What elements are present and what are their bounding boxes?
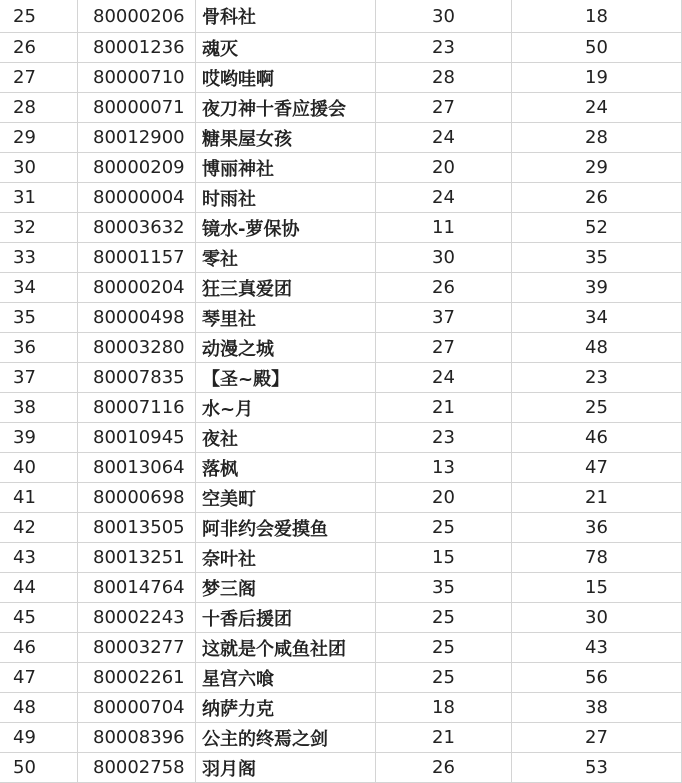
value-b-cell[interactable]: 43 [512,633,682,662]
value-a-cell[interactable]: 11 [376,213,512,242]
club-name-cell[interactable]: 夜刀神十香应援会 [196,93,376,122]
table-row [0,543,682,573]
value-a-cell[interactable]: 27 [376,333,512,362]
rank-cell[interactable]: 30 [0,153,78,182]
id-cell[interactable]: 80003280 [78,333,196,362]
value-b-cell[interactable]: 30 [512,603,682,632]
value-a-cell[interactable]: 24 [376,123,512,152]
value-b-cell[interactable]: 28 [512,123,682,152]
club-name-cell[interactable]: 阿非约会爱摸鱼 [196,513,376,542]
value-a-cell[interactable]: 25 [376,633,512,662]
id-cell[interactable]: 80001236 [78,33,196,62]
rank-cell[interactable]: 28 [0,93,78,122]
rank-cell[interactable]: 42 [0,513,78,542]
club-name-cell[interactable]: 镜水-萝保协 [196,213,376,242]
id-cell[interactable]: 80012900 [78,123,196,152]
rank-cell[interactable]: 27 [0,63,78,92]
club-name-cell[interactable]: 【圣~殿】 [196,363,376,392]
id-cell[interactable]: 80000498 [78,303,196,332]
value-a-cell[interactable]: 20 [376,483,512,512]
rank-cell[interactable]: 34 [0,273,78,302]
rank-cell[interactable]: 39 [0,423,78,452]
value-b-cell[interactable]: 18 [512,0,682,32]
club-name-cell[interactable]: 博丽神社 [196,153,376,182]
value-a-cell[interactable]: 26 [376,273,512,302]
table-row [0,363,682,393]
club-name-cell[interactable]: 水~月 [196,393,376,422]
value-b-cell[interactable]: 46 [512,423,682,452]
id-cell[interactable]: 80000704 [78,693,196,722]
id-cell[interactable]: 80000206 [78,0,196,32]
rank-cell[interactable]: 25 [0,0,78,32]
table-row [0,303,682,333]
id-cell[interactable]: 80002243 [78,603,196,632]
value-b-cell[interactable]: 56 [512,663,682,692]
id-cell[interactable]: 80007116 [78,393,196,422]
club-name-cell[interactable]: 这就是个咸鱼社团 [196,633,376,662]
id-cell[interactable]: 80000204 [78,273,196,302]
club-name-cell[interactable]: 骨科社 [196,0,376,32]
table-row [0,663,682,693]
id-cell[interactable]: 80000710 [78,63,196,92]
club-name-cell[interactable]: 魂灭 [196,33,376,62]
club-name-cell[interactable]: 零社 [196,243,376,272]
value-b-cell[interactable]: 27 [512,723,682,752]
value-a-cell[interactable]: 37 [376,303,512,332]
id-cell[interactable]: 80002261 [78,663,196,692]
value-b-cell[interactable]: 15 [512,573,682,602]
value-b-cell[interactable]: 34 [512,303,682,332]
value-b-cell[interactable]: 78 [512,543,682,572]
table-row [0,153,682,183]
table-row [0,33,682,63]
value-b-cell[interactable]: 23 [512,363,682,392]
value-b-cell[interactable]: 24 [512,93,682,122]
club-name-cell[interactable]: 糖果屋女孩 [196,123,376,152]
rank-cell[interactable]: 35 [0,303,78,332]
id-cell[interactable]: 80000209 [78,153,196,182]
table-row [0,123,682,153]
value-a-cell[interactable]: 23 [376,423,512,452]
rank-cell[interactable]: 40 [0,453,78,482]
id-cell[interactable]: 80002758 [78,753,196,782]
rank-cell[interactable]: 48 [0,693,78,722]
rank-cell[interactable]: 32 [0,213,78,242]
table-row [0,393,682,423]
table-row [0,0,682,33]
value-a-cell[interactable]: 20 [376,153,512,182]
value-b-cell[interactable]: 26 [512,183,682,212]
value-a-cell[interactable]: 28 [376,63,512,92]
id-cell[interactable]: 80013505 [78,513,196,542]
table-row [0,453,682,483]
rank-cell[interactable]: 38 [0,393,78,422]
table-row [0,573,682,603]
club-name-cell[interactable]: 时雨社 [196,183,376,212]
value-a-cell[interactable]: 26 [376,753,512,782]
rank-cell[interactable]: 26 [0,33,78,62]
rank-cell[interactable]: 47 [0,663,78,692]
value-a-cell[interactable]: 30 [376,243,512,272]
id-cell[interactable]: 80000071 [78,93,196,122]
id-cell[interactable]: 80008396 [78,723,196,752]
value-a-cell[interactable]: 23 [376,33,512,62]
value-a-cell[interactable]: 25 [376,603,512,632]
value-a-cell[interactable]: 25 [376,663,512,692]
rank-cell[interactable]: 50 [0,753,78,782]
id-cell[interactable]: 80003632 [78,213,196,242]
value-b-cell[interactable]: 21 [512,483,682,512]
value-a-cell[interactable]: 24 [376,363,512,392]
value-a-cell[interactable]: 18 [376,693,512,722]
table-row [0,273,682,303]
club-name-cell[interactable]: 空美町 [196,483,376,512]
club-name-cell[interactable]: 琴里社 [196,303,376,332]
value-a-cell[interactable]: 27 [376,93,512,122]
table-row [0,423,682,453]
rank-cell[interactable]: 45 [0,603,78,632]
id-cell[interactable]: 80013064 [78,453,196,482]
id-cell[interactable]: 80014764 [78,573,196,602]
value-a-cell[interactable]: 30 [376,0,512,32]
table-row [0,213,682,243]
table-row [0,243,682,273]
id-cell[interactable]: 80001157 [78,243,196,272]
table-row [0,63,682,93]
club-name-cell[interactable]: 哎哟哇啊 [196,63,376,92]
id-cell[interactable]: 80010945 [78,423,196,452]
id-cell[interactable]: 80013251 [78,543,196,572]
rank-cell[interactable]: 36 [0,333,78,362]
rank-cell[interactable]: 41 [0,483,78,512]
value-b-cell[interactable]: 47 [512,453,682,482]
club-name-cell[interactable]: 落枫 [196,453,376,482]
value-b-cell[interactable]: 36 [512,513,682,542]
rank-cell[interactable]: 44 [0,573,78,602]
table-row [0,633,682,663]
club-name-cell[interactable]: 梦三阁 [196,573,376,602]
table-row [0,513,682,543]
value-a-cell[interactable]: 24 [376,183,512,212]
value-b-cell[interactable]: 48 [512,333,682,362]
value-b-cell[interactable]: 35 [512,243,682,272]
club-name-cell[interactable]: 奈叶社 [196,543,376,572]
table-row [0,753,682,783]
value-a-cell[interactable]: 35 [376,573,512,602]
value-b-cell[interactable]: 50 [512,33,682,62]
rank-cell[interactable]: 46 [0,633,78,662]
rank-cell[interactable]: 49 [0,723,78,752]
table-row [0,603,682,633]
club-name-cell[interactable]: 纳萨力克 [196,693,376,722]
id-cell[interactable]: 80003277 [78,633,196,662]
club-name-cell[interactable]: 夜社 [196,423,376,452]
rank-cell[interactable]: 37 [0,363,78,392]
value-a-cell[interactable]: 13 [376,453,512,482]
value-a-cell[interactable]: 15 [376,543,512,572]
value-b-cell[interactable]: 52 [512,213,682,242]
rank-cell[interactable]: 31 [0,183,78,212]
club-name-cell[interactable]: 公主的终焉之剑 [196,723,376,752]
table-row [0,93,682,123]
table-row [0,183,682,213]
id-cell[interactable]: 80007835 [78,363,196,392]
value-a-cell[interactable]: 21 [376,393,512,422]
club-name-cell[interactable]: 狂三真爱团 [196,273,376,302]
value-a-cell[interactable]: 21 [376,723,512,752]
table-row [0,693,682,723]
club-name-cell[interactable]: 羽月阁 [196,753,376,782]
table-row [0,333,682,363]
club-name-cell[interactable]: 星宫六喰 [196,663,376,692]
club-name-cell[interactable]: 十香后援团 [196,603,376,632]
rank-cell[interactable]: 33 [0,243,78,272]
value-b-cell[interactable]: 25 [512,393,682,422]
table-row [0,723,682,753]
value-b-cell[interactable]: 39 [512,273,682,302]
rank-cell[interactable]: 29 [0,123,78,152]
club-name-cell[interactable]: 动漫之城 [196,333,376,362]
id-cell[interactable]: 80000698 [78,483,196,512]
value-a-cell[interactable]: 25 [376,513,512,542]
value-b-cell[interactable]: 19 [512,63,682,92]
table-row [0,483,682,513]
value-b-cell[interactable]: 53 [512,753,682,782]
id-cell[interactable]: 80000004 [78,183,196,212]
value-b-cell[interactable]: 29 [512,153,682,182]
value-b-cell[interactable]: 38 [512,693,682,722]
rank-cell[interactable]: 43 [0,543,78,572]
